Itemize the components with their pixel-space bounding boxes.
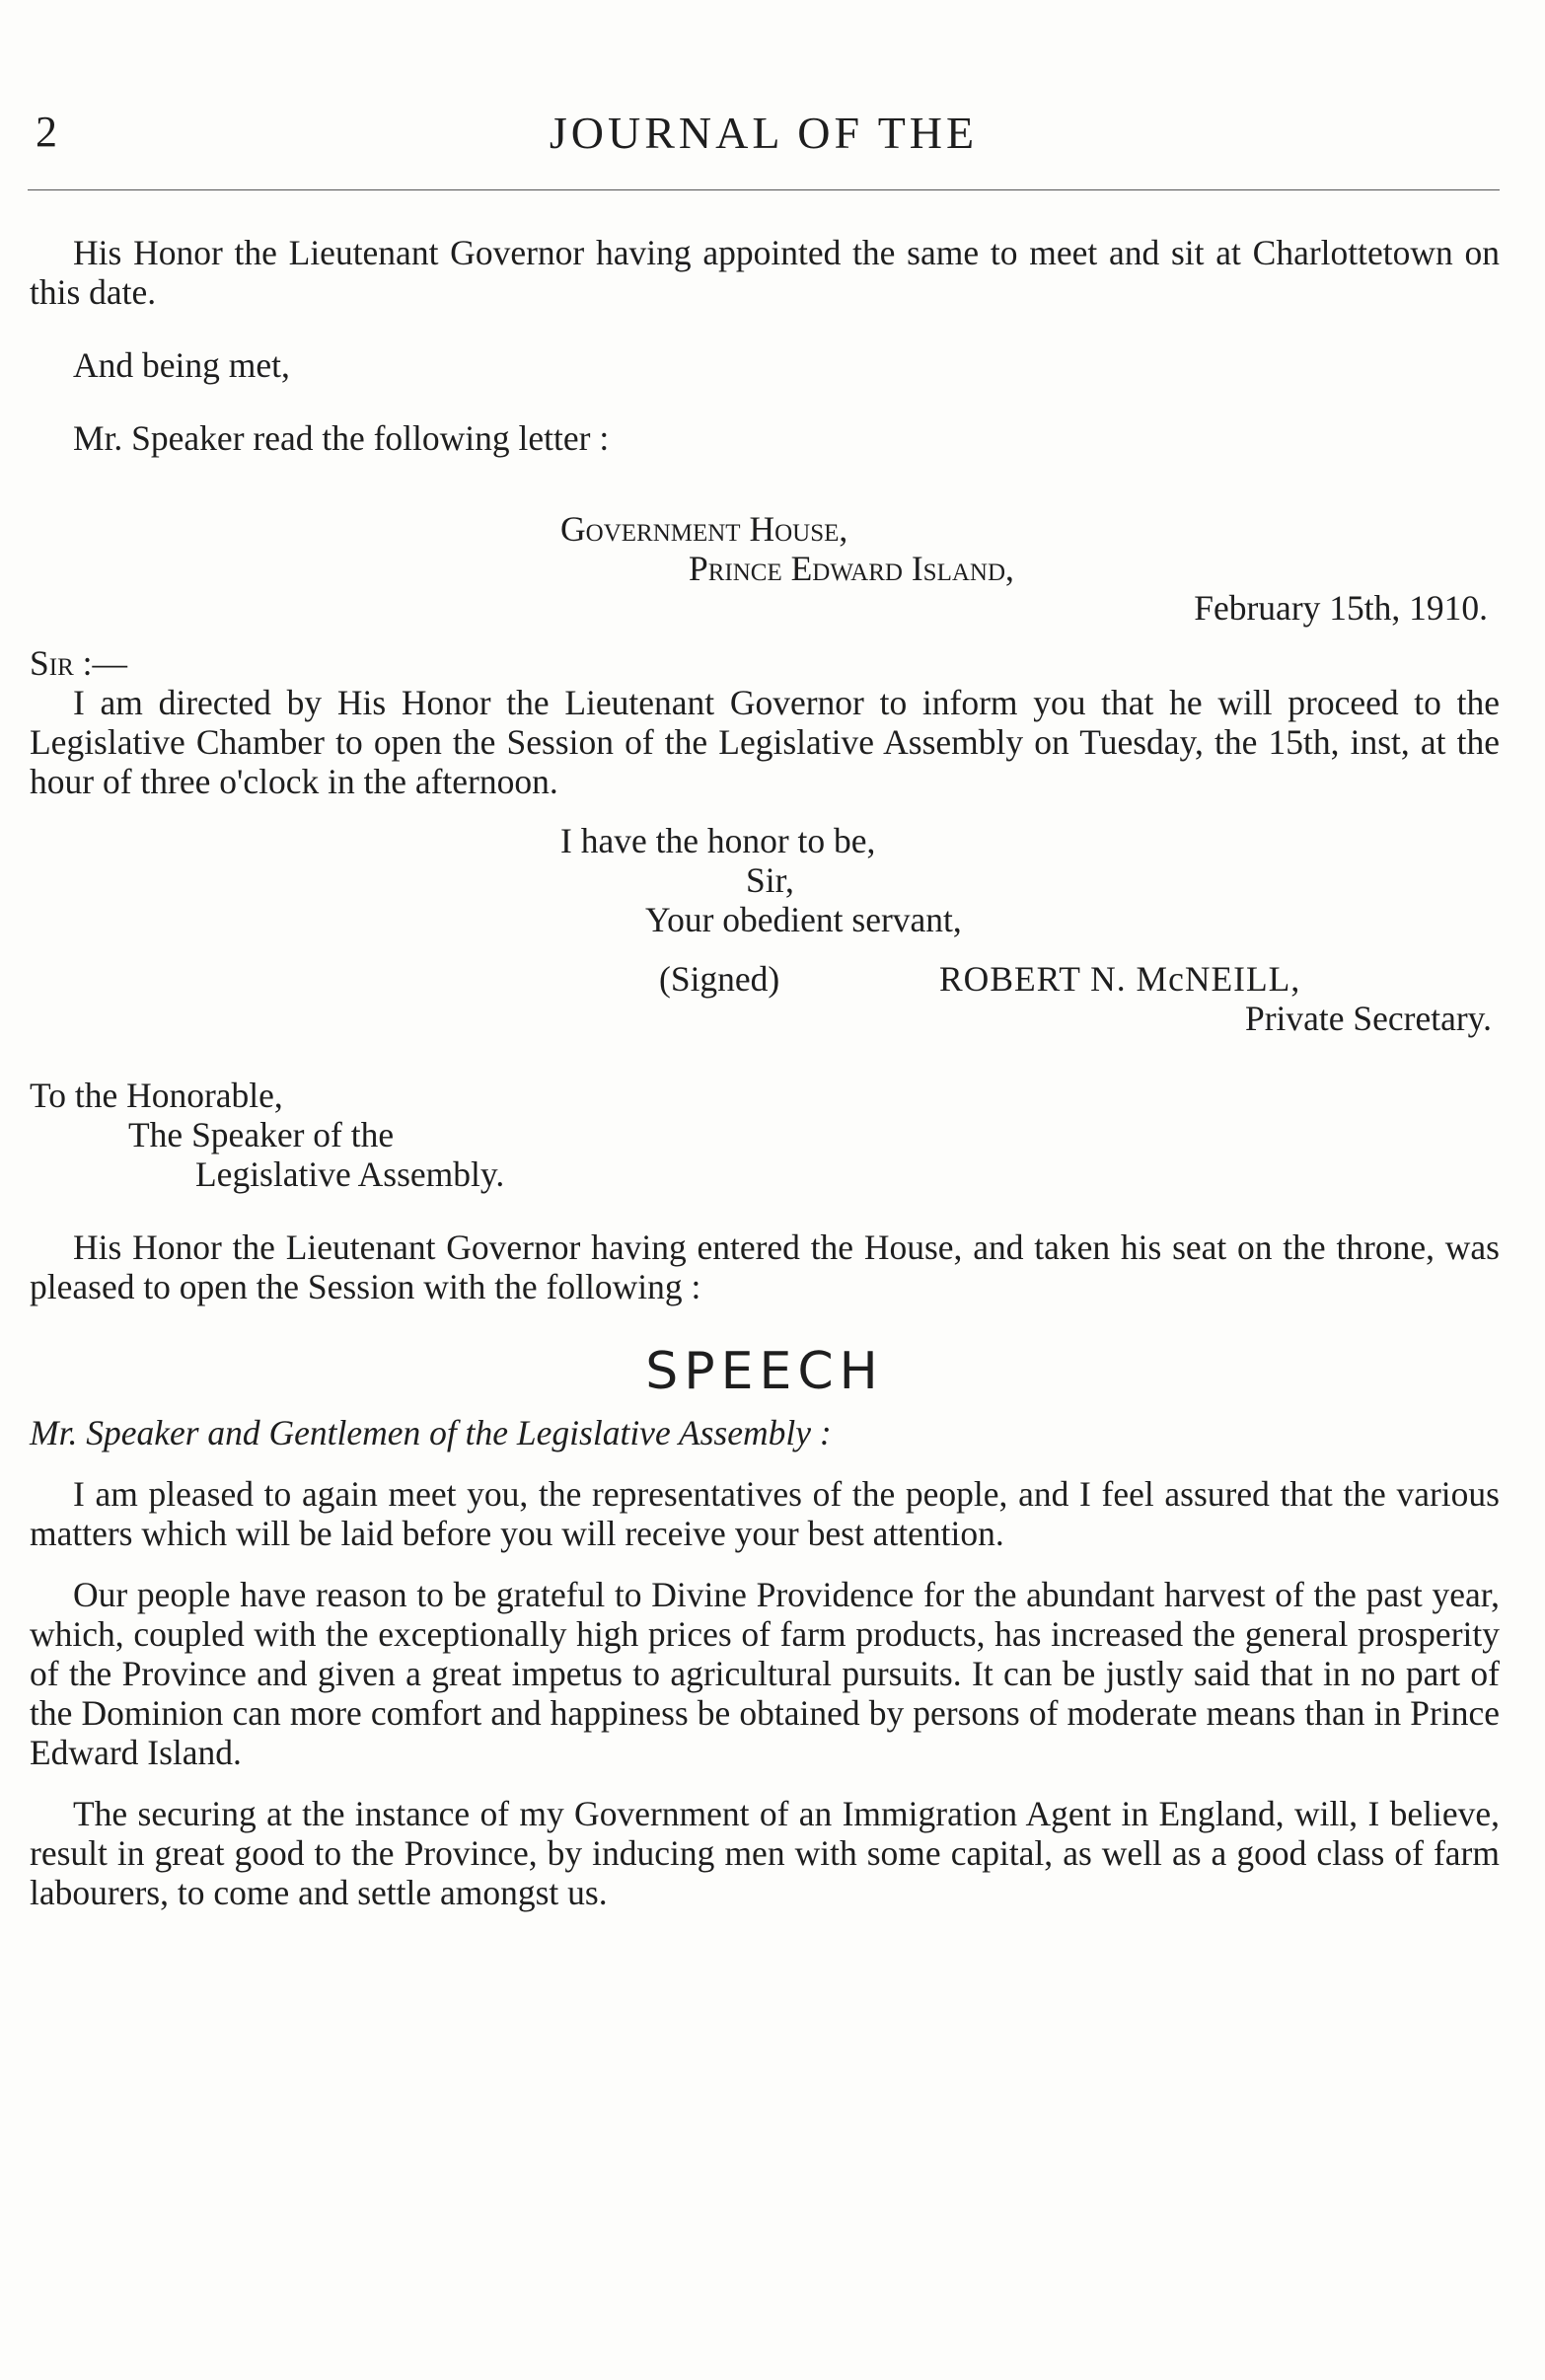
letter-closing-line2: Sir, bbox=[746, 860, 794, 900]
letter-closing-line3: Your obedient servant, bbox=[645, 900, 962, 939]
speech-title: SPEECH bbox=[645, 1342, 884, 1401]
opening-session-paragraph: His Honor the Lieutenant Governor having entered the House, and taken his seat on the throne, was pleased to open the Session with the following : bbox=[30, 1227, 1500, 1306]
letter-sender-line2: Prince Edward Island, bbox=[689, 549, 1014, 588]
page-number: 2 bbox=[36, 108, 57, 156]
being-met-paragraph: And being met, bbox=[73, 345, 290, 385]
signed-label: (Signed) bbox=[659, 959, 780, 999]
address-line3: Legislative Assembly. bbox=[195, 1154, 505, 1194]
speech-paragraph-1: I am pleased to again meet you, the representatives of the people, and I feel assured that the various matters which will be laid before you will receive your best attention. bbox=[30, 1474, 1500, 1553]
running-title: JOURNAL OF THE bbox=[549, 108, 979, 158]
page-header bbox=[28, 107, 1500, 176]
speech-salutation: Mr. Speaker and Gentlemen of the Legislative Assembly : bbox=[30, 1413, 832, 1452]
header-rule bbox=[28, 189, 1500, 190]
letter-sender-line1: Government House, bbox=[560, 509, 848, 549]
opening-paragraph: His Honor the Lieutenant Governor having appointed the same to meet and sit at Charlottetown on this date. bbox=[30, 233, 1500, 312]
letter-date: February 15th, 1910. bbox=[1194, 588, 1488, 628]
page-body bbox=[30, 233, 1500, 1912]
address-line1: To the Honorable, bbox=[30, 1076, 283, 1115]
letter-body: I am directed by His Honor the Lieutenant Governor to inform you that he will proceed to the Legislative Chamber to open the Session of the Legislative Assembly on Tuesday, the 15th, inst, at the hour of three o'clock in the afternoon. bbox=[30, 683, 1500, 801]
address-line2: The Speaker of the bbox=[128, 1115, 395, 1154]
signatory-title: Private Secretary. bbox=[1244, 999, 1492, 1038]
speech-paragraph-2: Our people have reason to be grateful to Divine Providence for the abundant harvest of the past year, which, coupled with the exceptionally high prices of farm products, has increased the general prosperity of the Province and given a great impetus to agricultural pursuits. It can be justly said that in no part of the Dominion can more comfort and happiness be obtained by persons of moderate means than in Prince Edward Island. bbox=[30, 1575, 1500, 1772]
signatory-name: ROBERT N. McNEILL, bbox=[939, 959, 1301, 999]
letter-salutation: Sir :— bbox=[30, 643, 127, 683]
speech-paragraph-3: The securing at the instance of my Government of an Immigration Agent in England, will, I believe, result in great good to the Province, by inducing men with some capital, as well as a good class of farm labourers, to come and settle amongst us. bbox=[30, 1794, 1500, 1912]
signature-line bbox=[30, 959, 1500, 999]
letter-closing-line1: I have the honor to be, bbox=[560, 821, 876, 860]
speaker-read-paragraph: Mr. Speaker read the following letter : bbox=[73, 418, 610, 458]
